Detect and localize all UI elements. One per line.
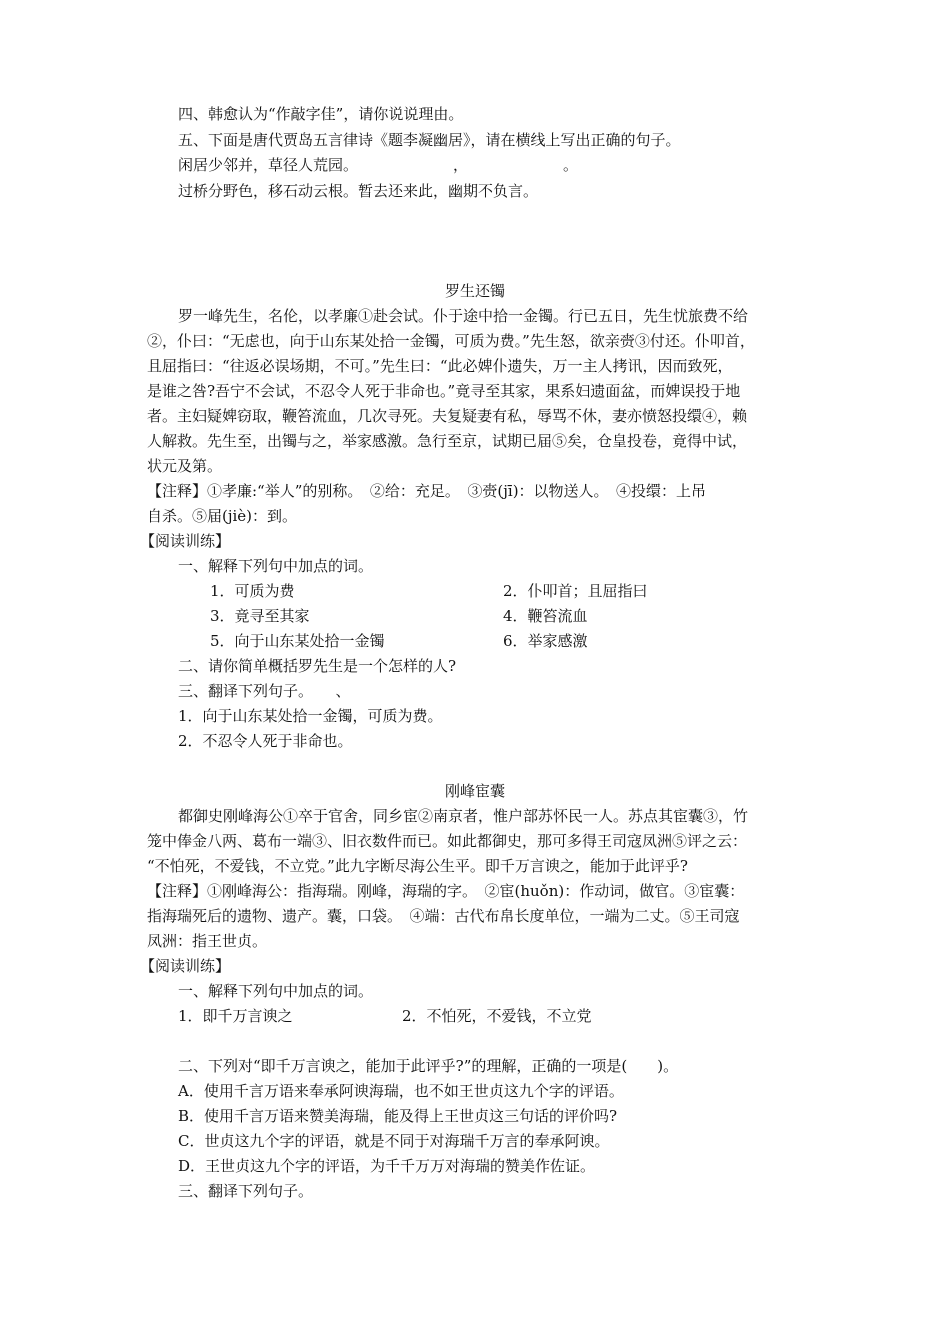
p2-word-item: 1．即千万言谀之 [178,1007,293,1025]
p2-option-b: B．使用千言万语来赞美海瑞，能及得上王世贞这三句话的评价吗? [178,1107,618,1125]
passage-2-line: “不怕死，不爱钱，不立党。”此九字断尽海公生平。即千万言谀之，能加于此评乎? [147,857,688,875]
question-4: 四、韩愈认为“作敲字佳”，请你说说理由。 [178,105,464,123]
p1-word-item: 4．鞭笞流血 [503,607,588,625]
p1-word-item: 2．仆叩首；且屈指曰 [503,582,648,600]
p1-word-item: 1．可质为费 [210,582,295,600]
passage-1-note: 【注释】①孝廉:“举人”的别称。 ②给：充足。 ③赍(jī)：以物送人。 ④投缳：上吊 [147,482,707,500]
p1-translate-item: 1．向于山东某处拾一金镯，可质为费。 [178,707,443,725]
passage-1-line: 状元及第。 [147,457,223,475]
passage-2-note: 【注释】①刚峰海公：指海瑞。刚峰，海瑞的字。 ②宦(huǒn)：作动词，做官。③宦囊： [147,882,745,900]
p2-option-a: A．使用千言万语来奉承阿谀海瑞，也不如王世贞这九个字的评语。 [178,1082,624,1100]
p1-question-2: 二、请你简单概括罗先生是一个怎样的人? [178,657,457,675]
poem-period: 。 [563,156,579,174]
p1-translate-item: 2．不忍令人死于非命也。 [178,732,353,750]
poem-line-1-text: 闲居少邻并，草径人荒园。 [178,156,359,174]
question-5: 五、下面是唐代贾岛五言律诗《题李凝幽居》，请在横线上写出正确的句子。 [178,131,681,149]
passage-1-line: 是谁之咎?吾宁不会试，不忍令人死于非命也。”竟寻至其家，果系妇遗面盆，而婢误投于地 [147,382,741,400]
p2-option-c: C．世贞这九个字的评语，就是不同于对海瑞千万言的奉承阿谀。 [178,1132,610,1150]
poem-comma: ， [453,156,469,174]
passage-1-line: 且屈指曰：“往返必误场期，不可。”先生曰：“此必婢仆遗失，万一主人拷讯，因而致死， [147,357,733,375]
poem-line-2: 过桥分野色，移石动云根。暂去还来此，幽期不负言。 [178,182,539,200]
passage-1-note: 自杀。⑤届(jiè)：到。 [147,507,298,525]
exercise-header-2: 【阅读训练】 [140,957,231,975]
passage-2-title: 刚峰宦囊 [444,782,505,800]
passage-2-note: 凤洲：指王世贞。 [147,932,268,950]
poem-line-1 [178,153,578,177]
p1-question-1: 一、解释下列句中加点的词。 [178,557,374,575]
p1-word-item: 6．举家感激 [503,632,588,650]
p2-word-item: 2．不怕死，不爱钱，不立党 [402,1007,592,1025]
p2-question-1: 一、解释下列句中加点的词。 [178,982,374,1000]
p1-question-3: 三、翻译下列句子。 、 [178,682,351,700]
p2-question-3: 三、翻译下列句子。 [178,1182,314,1200]
p2-question-2: 二、下列对“即千万言谀之，能加于此评乎?”的理解，正确的一项是( )。 [178,1057,679,1075]
passage-2-line: 笼中俸金八两、葛布一端③、旧衣数件而已。如此都御史，那可多得王司寇凤洲⑤评之云： [147,832,748,850]
p2-option-d: D．王世贞这九个字的评语，为千千万万对海瑞的赞美作佐证。 [178,1157,596,1175]
passage-1-line: 罗一峰先生，名伦，以孝廉①赴会试。仆于途中拾一金镯。行已五日，先生忧旅费不给 [178,307,749,325]
passage-2-line: 都御史刚峰海公①卒于官舍，同乡宦②南京者，惟户部苏怀民一人。苏点其宦囊③，竹 [178,807,749,825]
exercise-header-1: 【阅读训练】 [140,532,231,550]
passage-1-line: 者。主妇疑婢窃取，鞭笞流血，几次寻死。夫复疑妻有私，辱骂不休，妻亦愤怒投缳④，赖 [147,407,748,425]
p1-word-item: 5．向于山东某处拾一金镯 [210,632,385,650]
passage-1-line: 人解救。先生至，出镯与之，举家感激。急行至京，试期已届⑤矣，仓皇投卷，竟得中试， [147,432,748,450]
passage-1-line: ②，仆曰：“无虑也，向于山东某处拾一金镯，可质为费。”先生怒，欲亲赍③付还。仆叩首， [147,332,755,350]
passage-1-title: 罗生还镯 [444,282,505,300]
passage-2-note: 指海瑞死后的遗物、遗产。囊，口袋。 ④端：古代布帛长度单位，一端为二丈。⑤王司寇 [147,907,740,925]
p1-word-item: 3．竟寻至其家 [210,607,310,625]
